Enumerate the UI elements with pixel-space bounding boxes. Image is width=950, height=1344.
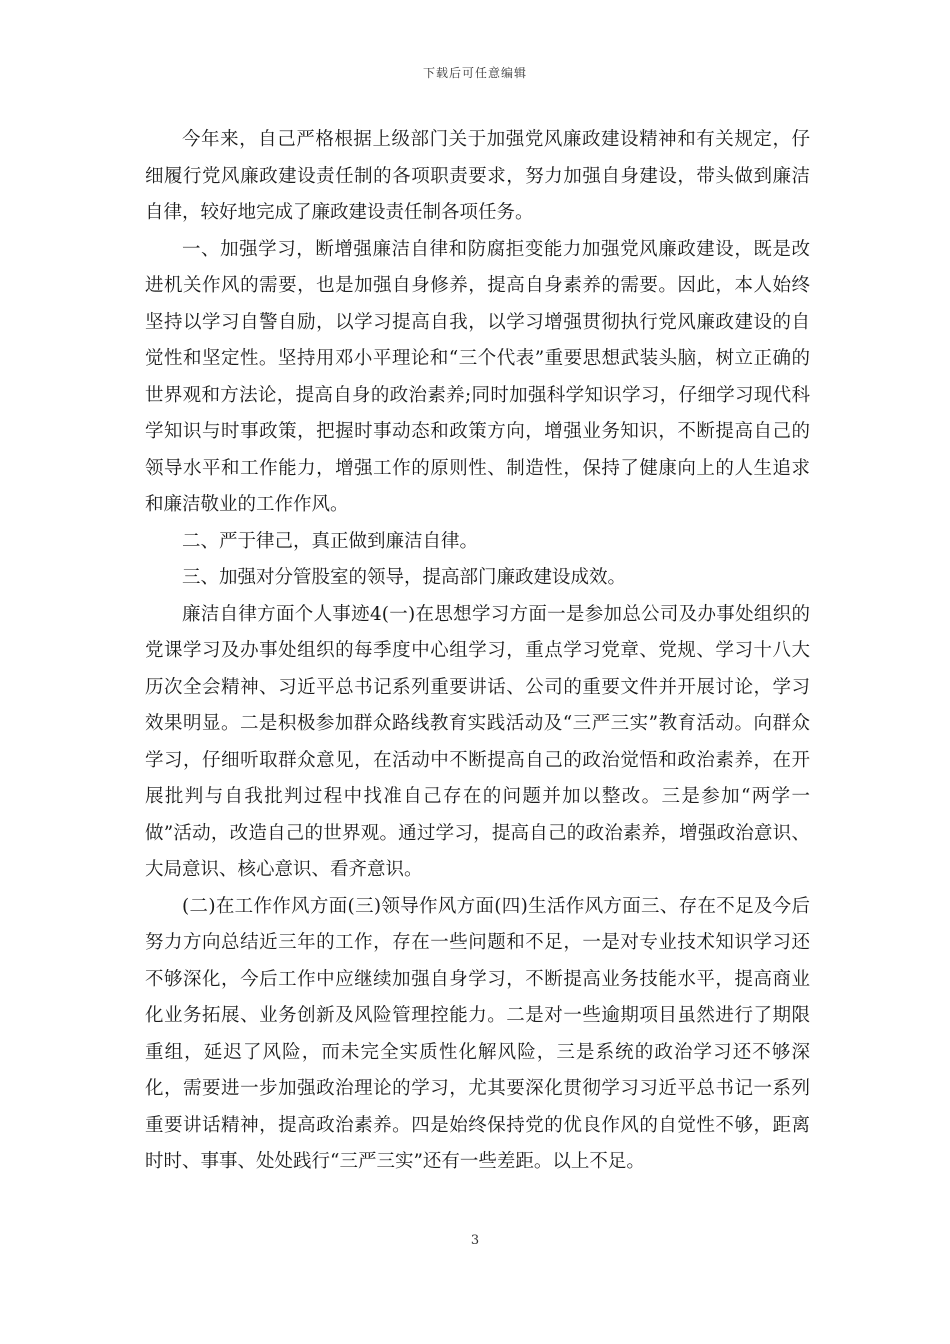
paragraph-intro: 今年来，自己严格根据上级部门关于加强党风廉政建设精神和有关规定，仔细履行党风廉政建设责任制的各项职责要求，努力加强自身建设，带头做到廉洁自律，较好地完成了廉政建设责任制各项任务。 (145, 129, 810, 223)
paragraph-personal-deeds: 廉洁自律方面个人事迹4(一)在思想学习方面一是参加总公司及办事处组织的党课学习及办事处组织的每季度中心组学习，重点学习党章、党规、学习十八大历次全会精神、习近平总书记系列重要讲话、公司的重要文件并开展讨论，学习效果明显。二是积极参加群众路线教育实践活动及“三严三实”教育活动。向群众学习，仔细听取群众意见，在活动中不断提高自己的政治觉悟和政治素养，在开展批判与自我批判过程中找准自己存在的问题并加以整改。三是参加“两学一做”活动，改造自己的世界观。通过学习，提高自己的政治素养，增强政治意识、大局意识、核心意识、看齐意识。 (145, 603, 810, 880)
paragraph-section-two: 二、严于律己，真正做到廉洁自律。 (182, 530, 479, 552)
document-body (145, 122, 810, 1181)
page-header: 下载后可任意编辑 (422, 66, 527, 80)
paragraph-section-three: 三、加强对分管股室的领导，提高部门廉政建设成效。 (182, 567, 627, 588)
paragraph-section-one: 一、加强学习，断增强廉洁自律和防腐拒变能力加强党风廉政建设，既是改进机关作风的需要，也是加强自身修养，提高自身素养的需要。因此，本人始终坚持以学习自警自励，以学习提高自我，以学习增强贯彻执行党风廉政建设的自觉性和坚定性。坚持用邓小平理论和“三个代表”重要思想武装头脑，树立正确的世界观和方法论，提高自身的政治素养;同时加强科学知识学习，仔细学习现代科学知识与时事政策，把握时事动态和政策方向，增强业务知识，不断提高自己的领导水平和工作能力，增强工作的原则性、制造性，保持了健康向上的人生追求和廉洁敬业的工作作风。 (145, 238, 810, 515)
page-number: 3 (470, 1233, 480, 1248)
paragraph-shortcomings: (二)在工作作风方面(三)领导作风方面(四)生活作风方面三、存在不足及今后努力方向总结近三年的工作，存在一些问题和不足，一是对专业技术知识学习还不够深化，今后工作中应继续加强自身学习，不断提高业务技能水平，提高商业化业务拓展、业务创新及风险管理控能力。二是对一些逾期项目虽然进行了期限重组，延迟了风险，而未完全实质性化解风险，三是系统的政治学习还不够深化，需要进一步加强政治理论的学习，尤其要深化贯彻学习习近平总书记一系列重要讲话精神，提高政治素养。四是始终保持党的优良作风的自觉性不够，距离时时、事事、处处践行“三严三实”还有一些差距。以上不足。 (145, 895, 810, 1172)
